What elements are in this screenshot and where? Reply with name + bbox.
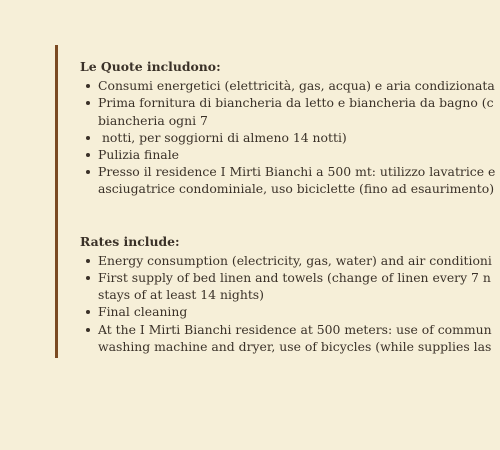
list-item-line: Pulizia finale [98,147,179,163]
list-item-line: Final cleaning [98,304,188,320]
list-item-line: asciugatrice condominiale, uso biciclette (fino ad esaurimento) [98,181,495,197]
english-list [80,252,500,355]
section-italian [80,58,500,198]
italian-list [80,77,500,197]
list-item [80,303,500,320]
list-item [80,321,500,355]
list-item [80,129,500,146]
list-item-line: biancheria ogni 7 [98,112,208,128]
rates-content [80,58,500,355]
list-item-line: stays of at least 14 nights) [98,287,265,303]
list-item [80,77,500,94]
section-english [80,233,500,355]
vertical-accent-bar [55,45,58,358]
list-item [80,94,500,128]
list-item-line: At the I Mirti Bianchi residence at 500 meters: use of commun [98,321,492,337]
list-item-line: Prima fornitura di biancheria da letto e biancheria da bagno (c [98,95,494,111]
list-item-line: Presso il residence I Mirti Bianchi a 500 mt: utilizzo lavatrice e [98,164,496,180]
list-item [80,269,500,303]
list-item-line: notti, per soggiorni di almeno 14 notti) [98,129,347,145]
list-item-line: washing machine and dryer, use of bicycles (while supplies las [98,338,492,354]
list-item [80,252,500,269]
list-item [80,163,500,197]
italian-heading: Le Quote includono: [80,59,221,74]
list-item-line: Consumi energetici (elettricità, gas, acqua) e aria condizionata [98,78,495,94]
list-item-line: Energy consumption (electricity, gas, water) and air conditioni [98,252,492,268]
list-item-line: First supply of bed linen and towels (change of linen every 7 n [98,270,491,286]
english-heading: Rates include: [80,233,180,249]
list-item [80,146,500,163]
